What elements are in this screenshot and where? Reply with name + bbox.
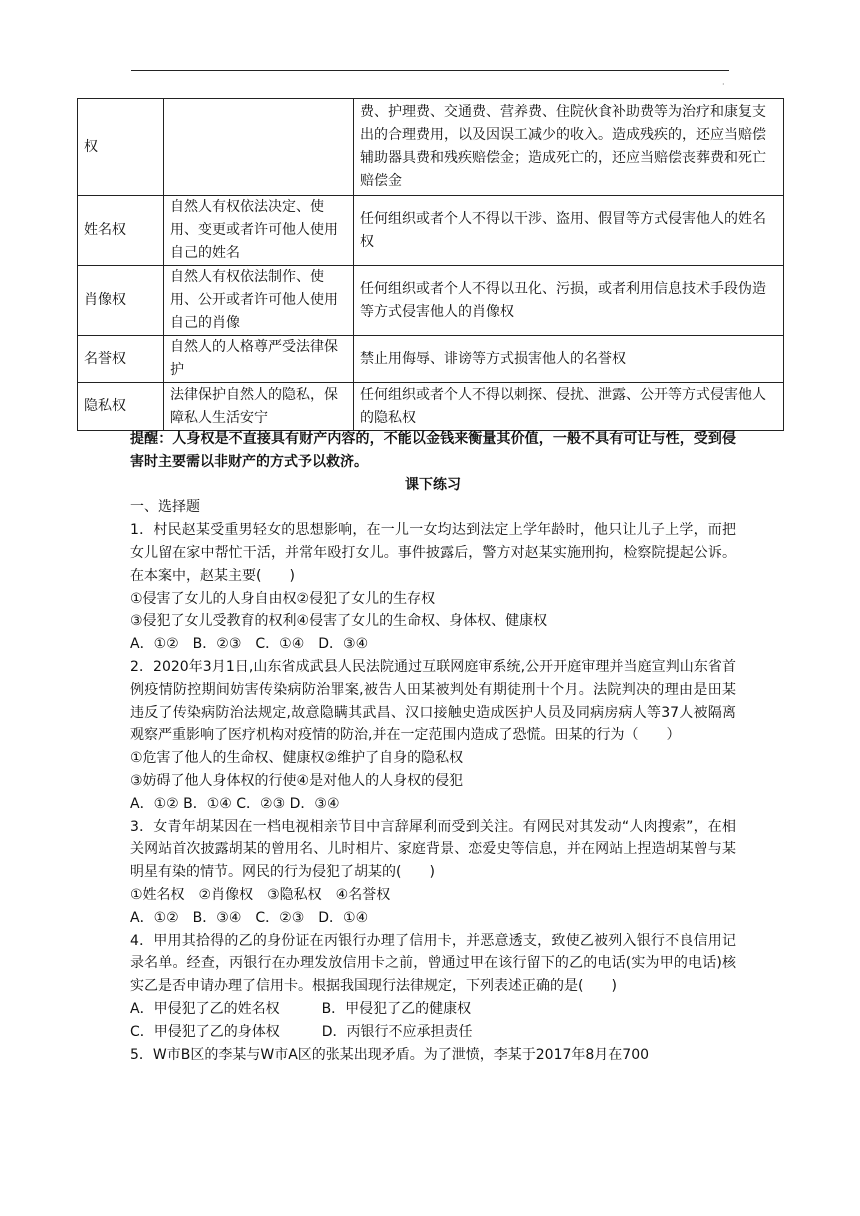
- right-definition: 法律保护自然人的隐私，保障私人生活安宁: [164, 383, 354, 431]
- answer-choices: C．甲侵犯了乙的身体权 D．丙银行不应承担责任: [130, 1023, 473, 1040]
- right-name: 名誉权: [78, 336, 164, 383]
- section-title: 课下练习: [405, 476, 461, 493]
- question-stem: 1．村民赵某受重男轻女的思想影响，在一儿一女均达到法定上学年龄时，他只让儿子上学，而把女儿留在家中帮忙干活，并常年殴打女儿。事件披露后，警方对赵某实施刑拘，检察院提起公诉。在本案中，赵某主要( ): [130, 522, 736, 584]
- right-name: 权: [78, 99, 164, 196]
- question-stem: 4．甲用其拾得的乙的身份证在丙银行办理了信用卡，并恶意透支，致使乙被列入银行不良信用记录名单。经查，丙银行在办理发放信用卡之前，曾通过甲在该行留下的乙的电话(实为甲的电话)核实乙是否申请办理了信用卡。根据我国现行法律规定，下列表述正确的是( ): [130, 932, 736, 995]
- question-option: ③妨碍了他人身体权的行使④是对他人的人身权的侵犯: [130, 772, 464, 789]
- document-body: [130, 428, 736, 1066]
- header-rule: [131, 70, 729, 71]
- right-protection: 禁止用侮辱、诽谤等方式损害他人的名誉权: [354, 336, 784, 383]
- right-name: 隐私权: [78, 383, 164, 431]
- right-protection: 任何组织或者个人不得以刺探、侵扰、泄露、公开等方式侵害他人的隐私权: [354, 383, 784, 431]
- right-name: 姓名权: [78, 196, 164, 266]
- question-stem: 3．女青年胡某因在一档电视相亲节目中言辞犀利而受到关注。有网民对其发动“人肉搜索”，在相关网站首次披露胡某的曾用名、儿时相片、家庭背景、恋爱史等信息，并在网站上捏造胡某曾与某明星有染的情节。网民的行为侵犯了胡某的( ): [130, 818, 736, 881]
- table-row: [78, 336, 784, 383]
- answer-choices: A．①② B．③④ C．②③ D．①④: [130, 909, 369, 926]
- right-protection: 任何组织或者个人不得以干涉、盗用、假冒等方式侵害他人的姓名权: [354, 196, 784, 266]
- answer-choices: A．①② B．①④ C．②③ D．③④: [130, 795, 340, 812]
- question-option: ①危害了他人的生命权、健康权②维护了自身的隐私权: [130, 750, 464, 767]
- answer-choices: A．①② B．②③ C．①④ D．③④: [130, 636, 369, 653]
- header-mark: ·: [722, 80, 725, 89]
- right-protection: 费、护理费、交通费、营养费、住院伙食补助费等为治疗和康复支出的合理费用，以及因误工减少的收入。造成残疾的，还应当赔偿辅助器具费和残疾赔偿金；造成死亡的，还应当赔偿丧葬费和死亡赔偿金: [354, 99, 784, 196]
- subsection-title: 一、选择题: [130, 499, 200, 516]
- table-row: [78, 266, 784, 336]
- question-option: ①姓名权 ②肖像权 ③隐私权 ④名誉权: [130, 886, 391, 903]
- rights-table: [77, 98, 784, 431]
- table-row: [78, 196, 784, 266]
- right-protection: 任何组织或者个人不得以丑化、污损，或者利用信息技术手段伪造等方式侵害他人的肖像权: [354, 266, 784, 336]
- right-definition: [164, 99, 354, 196]
- tip-note: 提醒：人身权是不直接具有财产内容的，不能以金钱来衡量其价值，一般不具有可让与性，受到侵害时主要需以非财产的方式予以救济。: [130, 431, 736, 470]
- table-row: [78, 383, 784, 431]
- question-option: ①侵害了女儿的人身自由权②侵犯了女儿的生存权: [130, 590, 436, 607]
- right-definition: 自然人有权依法制作、使用、公开或者许可他人使用自己的肖像: [164, 266, 354, 336]
- right-definition: 自然人有权依法决定、使用、变更或者许可他人使用自己的姓名: [164, 196, 354, 266]
- question-stem: 2．2020年3月1日,山东省成武县人民法院通过互联网庭审系统,公开开庭审理并当庭宣判山东省首例疫情防控期间妨害传染病防治罪案,被告人田某被判处有期徒刑十个月。法院判决的理由是田某违反了传染病防治法规定,故意隐瞒其武昌、汉口接触史造成医护人员及同病房病人等37人被隔离观察严重影响了医疗机构对疫情的防治,并在一定范围内造成了恐慌。田某的行为（ ）: [130, 658, 736, 744]
- right-name: 肖像权: [78, 266, 164, 336]
- table-row: [78, 99, 784, 196]
- question-option: ③侵犯了女儿受教育的权利④侵害了女儿的生命权、身体权、健康权: [130, 613, 548, 630]
- right-definition: 自然人的人格尊严受法律保护: [164, 336, 354, 383]
- question-stem: 5．W市B区的李某与W市A区的张某出现矛盾。为了泄愤，李某于2017年8月在700: [130, 1046, 650, 1063]
- answer-choices: A．甲侵犯了乙的姓名权 B．甲侵犯了乙的健康权: [130, 1000, 472, 1017]
